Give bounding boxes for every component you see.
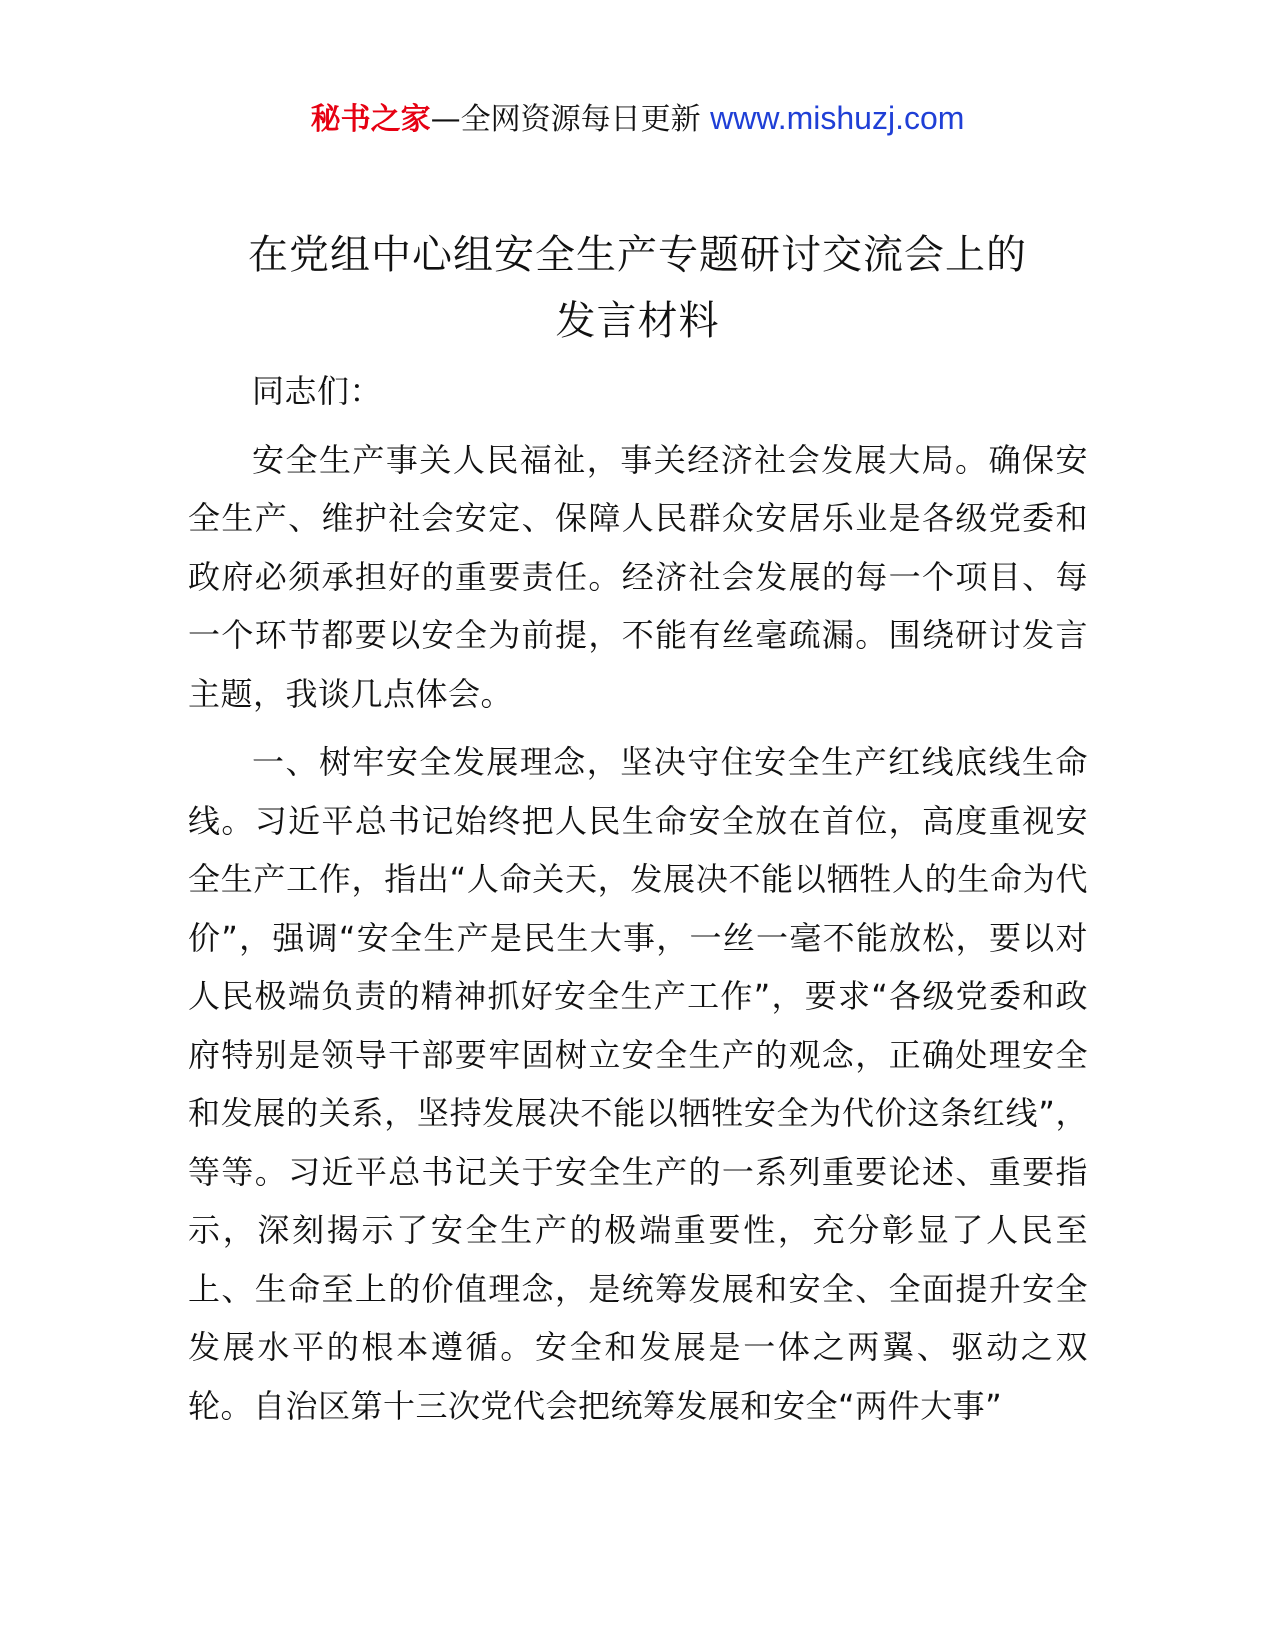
site-header [0,98,1275,140]
document-title-line-1: 在党组中心组安全生产专题研讨交流会上的 [248,232,1027,278]
site-url-link[interactable]: www.mishuzj.com [710,100,965,136]
paragraph-section-one: 一、树牢安全发展理念，坚决守住安全生产红线底线生命线。习近平总书记始终把人民生命安全放在首位，高度重视安全生产工作，指出“人命关天，发展决不能以牺牲人的生命为代价”，强调“安全生产是民生大事，一丝一毫不能放松，要以对人民极端负责的精神抓好安全生产工作”，要求“各级党委和政府特别是领导干部要牢固树立安全生产的观念，正确处理安全和发展的关系，坚持发展决不能以牺牲安全为代价这条红线”，等等。习近平总书记关于安全生产的一系列重要论述、重要指示，深刻揭示了安全生产的极端重要性，充分彰显了人民至上、生命至上的价值理念，是统筹发展和安全、全面提升安全发展水平的根本遵循。安全和发展是一体之两翼、驱动之双轮。自治区第十三次党代会把统筹发展和安全“两件大事” [188,743,1088,1425]
document-body [188,362,1088,1445]
paragraph-intro: 安全生产事关人民福祉，事关经济社会发展大局。确保安全生产、维护社会安定、保障人民群众安居乐业是各级党委和政府必须承担好的重要责任。经济社会发展的每一个项目、每一个环节都要以安全为前提，不能有丝毫疏漏。围绕研讨发言主题，我谈几点体会。 [188,440,1088,713]
greeting: 同志们： [252,372,383,410]
brand-name: 秘书之家 [310,102,431,137]
document-title-line-2: 发言材料 [555,298,720,344]
document-title [0,222,1275,354]
header-tagline: —全网资源每日更新 [430,102,701,137]
